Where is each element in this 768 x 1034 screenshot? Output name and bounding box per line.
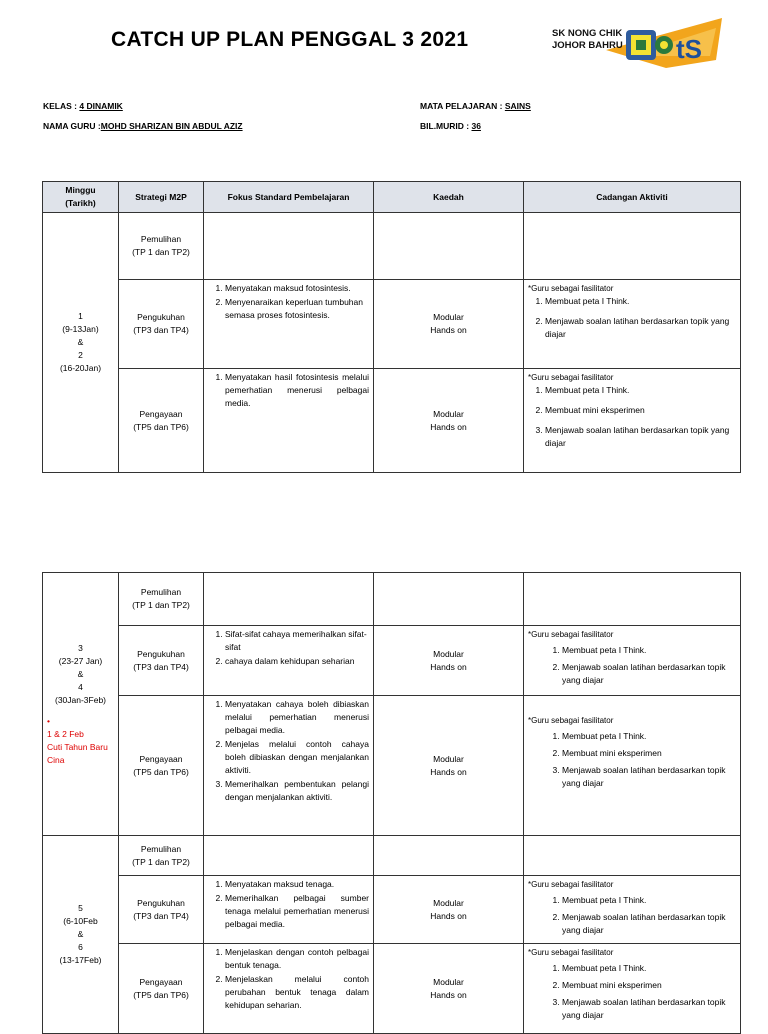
guru-field — [43, 121, 243, 131]
fokus-cell — [204, 836, 374, 876]
aktiviti-cell — [524, 369, 741, 473]
aktiviti-cell — [524, 573, 741, 626]
kaedah-cell — [374, 573, 524, 626]
list-item: 3. Menjawab soalan latihan berdasarkan topik yang diajar — [562, 996, 736, 1022]
strategy-pemulihan: Pemulihan (TP 1 dan TP2) — [119, 836, 204, 876]
list-item: 2. Menjawab soalan latihan berdasarkan topik yang diajar — [562, 661, 736, 687]
kaedah-cell: Modular Hands on — [374, 876, 524, 944]
strategy-pengukuhan: Pengukuhan (TP3 dan TP4) — [119, 280, 204, 369]
kaedah-cell: Modular Hands on — [374, 369, 524, 473]
strategy-pengukuhan: Pengukuhan (TP3 dan TP4) — [119, 626, 204, 696]
aktiviti-cell — [524, 944, 741, 1034]
table-row — [43, 573, 741, 626]
table-row — [43, 944, 741, 1034]
guru-note: *Guru sebagai fasilitator — [528, 948, 614, 957]
school-name-line1: SK NONG CHIK — [552, 28, 623, 39]
list-item: 1. Sifat-sifat cahaya memerihalkan sifat-sifat — [225, 628, 369, 654]
list-item: 1. Menjelaskan dengan contoh pelbagai bentuk tenaga. — [225, 946, 369, 972]
week-cell: 5 (6-10Feb & 6 (13-17Feb) — [43, 836, 119, 1034]
list-item: 1. Menyatakan cahaya boleh dibiaskan melalui pemerhatian menerusi pelbagai media. — [225, 698, 369, 737]
guru-note: *Guru sebagai fasilitator — [528, 373, 614, 382]
table-row — [43, 626, 741, 696]
list-item: 2. Memerihalkan pelbagai sumber tenaga melalui pemerhatian menerusi pelbagai media. — [225, 892, 369, 931]
list-item: 2. Menjelaskan melalui contoh perubahan bentuk tenaga dalam kehidupan seharian. — [225, 973, 369, 1012]
table-row — [43, 876, 741, 944]
aktiviti-cell — [524, 696, 741, 836]
fokus-cell — [204, 696, 374, 836]
strategy-pengayaan: Pengayaan (TP5 dan TP6) — [119, 944, 204, 1034]
plan-table-2 — [42, 572, 741, 1034]
guru-value: MOHD SHARIZAN BIN ABDUL AZIZ — [100, 121, 243, 131]
murid-value: 36 — [471, 121, 481, 131]
guru-label: NAMA GURU : — [43, 121, 101, 131]
list-item: 2. Menjelas melalui contoh cahaya boleh dibiaskan dengan menjalankan aktiviti. — [225, 738, 369, 777]
page-title: CATCH UP PLAN PENGGAL 3 2021 — [111, 28, 469, 51]
table-row — [43, 369, 741, 473]
guru-note: *Guru sebagai fasilitator — [528, 716, 614, 725]
list-item: 1. Membuat peta I Think. — [562, 644, 736, 657]
kelas-value: 4 DINAMIK — [79, 101, 123, 111]
subject-value: SAINS — [504, 101, 531, 111]
kaedah-cell — [374, 213, 524, 280]
aktiviti-cell — [524, 280, 741, 369]
strategy-pemulihan: Pemulihan (TP 1 dan TP2) — [119, 573, 204, 626]
strategy-pemulihan: Pemulihan (TP 1 dan TP2) — [119, 213, 204, 280]
kaedah-cell — [374, 836, 524, 876]
table-row — [43, 836, 741, 876]
list-item: 2. Menjawab soalan latihan berdasarkan topik yang diajar — [562, 911, 736, 937]
aktiviti-cell — [524, 213, 741, 280]
guru-note: *Guru sebagai fasilitator — [528, 630, 614, 639]
list-item: 2. Membuat mini eksperimen — [562, 747, 736, 760]
kaedah-cell: Modular Hands on — [374, 280, 524, 369]
holiday-note: • 1 & 2 Feb Cuti Tahun Baru Cina — [47, 715, 108, 765]
strategy-pengayaan: Pengayaan (TP5 dan TP6) — [119, 369, 204, 473]
kaedah-cell: Modular Hands on — [374, 696, 524, 836]
list-item: 1. Membuat peta I Think. — [545, 295, 736, 308]
subject-label: MATA PELAJARAN : — [420, 101, 503, 111]
fokus-cell — [204, 280, 374, 369]
plan-table-1 — [42, 181, 741, 473]
guru-note: *Guru sebagai fasilitator — [528, 880, 614, 889]
col-strategi: Strategi M2P — [119, 182, 204, 213]
col-kaedah: Kaedah — [374, 182, 524, 213]
kaedah-cell: Modular Hands on — [374, 626, 524, 696]
fokus-cell — [204, 944, 374, 1034]
strategy-pengukuhan: Pengukuhan (TP3 dan TP4) — [119, 876, 204, 944]
school-name-line2: JOHOR BAHRU — [552, 40, 623, 51]
list-item: 1. Membuat peta I Think. — [562, 962, 736, 975]
list-item: 2. Menyenaraikan keperluan tumbuhan semasa proses fotosintesis. — [225, 296, 369, 322]
murid-field — [420, 121, 481, 131]
list-item: 2. cahaya dalam kehidupan seharian — [225, 655, 369, 668]
aktiviti-cell — [524, 626, 741, 696]
week-cell: 1 (9-13Jan) & 2 (16-20Jan) — [43, 213, 119, 473]
strategy-pengayaan: Pengayaan (TP5 dan TP6) — [119, 696, 204, 836]
list-item: 1. Menyatakan maksud fotosintesis. — [225, 282, 369, 295]
fokus-cell — [204, 573, 374, 626]
list-item: 1. Membuat peta I Think. — [562, 894, 736, 907]
kaedah-cell: Modular Hands on — [374, 944, 524, 1034]
table-header-row — [43, 182, 741, 213]
aktiviti-cell — [524, 836, 741, 876]
aktiviti-cell — [524, 876, 741, 944]
guru-note: *Guru sebagai fasilitator — [528, 284, 614, 293]
list-item: 3. Menjawab soalan latihan berdasarkan topik yang diajar — [562, 764, 736, 790]
fokus-cell — [204, 213, 374, 280]
list-item: 3. Menjawab soalan latihan berdasarkan topik yang diajar — [545, 424, 736, 450]
svg-text:tS: tS — [676, 34, 702, 64]
list-item: 1. Menyatakan maksud tenaga. — [225, 878, 369, 891]
kelas-label: KELAS : — [43, 101, 77, 111]
col-aktiviti: Cadangan Aktiviti — [524, 182, 741, 213]
subject-field — [420, 101, 531, 111]
table-row — [43, 280, 741, 369]
list-item: 2. Membuat mini eksperimen — [562, 979, 736, 992]
kelas-field — [43, 101, 123, 111]
fokus-cell — [204, 876, 374, 944]
col-minggu: Minggu (Tarikh) — [43, 182, 119, 213]
table-row — [43, 696, 741, 836]
fokus-cell — [204, 369, 374, 473]
list-item: 3. Memerihalkan pembentukan pelangi dengan menjalankan aktiviti. — [225, 778, 369, 804]
murid-label: BIL.MURID : — [420, 121, 470, 131]
table-row — [43, 213, 741, 280]
week-label: 3 (23-27 Jan) & 4 (30Jan-3Feb) — [54, 642, 107, 705]
list-item: 1. Membuat peta I Think. — [545, 384, 736, 397]
week-cell — [43, 573, 119, 836]
school-logo — [546, 16, 726, 70]
fokus-cell — [204, 626, 374, 696]
list-item: 2. Membuat mini eksperimen — [545, 404, 736, 417]
list-item: 2. Menjawab soalan latihan berdasarkan topik yang diajar — [545, 315, 736, 341]
list-item: 1. Menyatakan hasil fotosintesis melalui pemerhatian menerusi pelbagai media. — [225, 371, 369, 410]
list-item: 1. Membuat peta I Think. — [562, 730, 736, 743]
col-fokus: Fokus Standard Pembelajaran — [204, 182, 374, 213]
